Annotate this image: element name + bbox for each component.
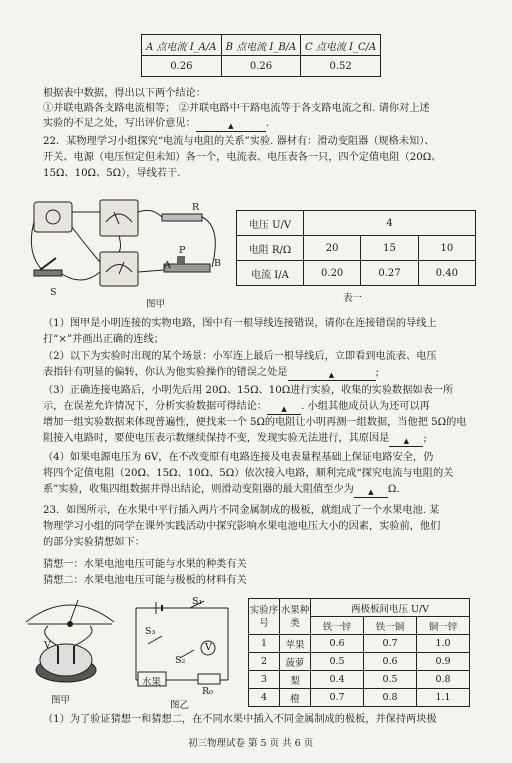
text-line: 增加一组实验数据来体现普遍性，便找来一个 5Ω的电阻让小明再测一组数据，当他把 5Ω的电 [43,417,467,428]
table-header: C 点电流 I_C/A [301,35,381,56]
table-cell: 0.7 [311,689,364,707]
text-line: 猜想二：水果电池电压可能与极板的材料有关 [43,575,247,586]
table-cell: 20 [304,236,361,261]
text-line: 根据表中数据，得出以下两个结论： [43,88,206,99]
text-line: 示，在误差允许情况下，分析实验数据可得结论： [43,401,268,412]
table-cell: 0.20 [304,261,361,286]
table-cell: 0.27 [361,261,418,286]
label-r: R [192,202,200,213]
table-cell: 0.7 [364,635,417,653]
label-r0: R₀ [202,686,213,697]
table-cell: 3 [249,671,280,689]
table-cell: 梨 [280,671,311,689]
table-cell: 0.5 [311,653,364,671]
label-s: S [50,287,57,298]
text-line: Ω. [387,484,400,495]
row-label: 电流 I/A [237,261,304,286]
table-cell: 4 [249,689,280,707]
table-cell: 苹果 [280,635,311,653]
figure-caption: 图甲 [146,299,166,310]
label-p: P [179,245,186,256]
table-header: 铁一锌 [311,617,364,635]
table-cell: 1.0 [417,635,470,653]
table-header: 铁一铜 [364,617,417,635]
table-header: B 点电流 I_B/A [221,35,301,56]
label-b: B [214,258,221,269]
table-header: 水果种类 [280,599,311,635]
data-table-1 [236,210,476,286]
table-cell: 橙 [280,689,311,707]
text-line: 物理学习小组的同学在课外实践活动中探究影响水果电池电压大小的因素，实验前，他们 [43,521,441,532]
figure-caption: 图乙 [170,700,190,711]
text-line: 实验的不足之处，写出评价意见： [43,118,196,129]
text-line: （4）如果电源电压为 6V，在不改变原有电路连接及电表量程基础上保证电路安全，仍 [43,452,434,463]
table-cell: 0.26 [221,56,301,77]
table-cell: 0.26 [142,56,222,77]
table-cell: 0.5 [364,671,417,689]
answer-blank: ▲ [288,370,376,381]
label-s3: S₃ [145,626,156,637]
text-line: 23．如图所示，在水果中平行插入两片不同金属制成的极板，就组成了一个水果电池. 某 [43,505,440,516]
text-line: . 小组其他成员认为还可以再 [301,401,430,412]
table-cell: 1 [249,635,280,653]
table-header: 铜一锌 [417,617,470,635]
table-cell: 0.4 [311,671,364,689]
text-line: 阻接入电路时，要使电压表示数继续保持不变，发现实验无法进行，其原因是 [43,433,390,444]
table-cell: 0.9 [417,653,470,671]
answer-blank: ▲ [267,404,301,415]
data-table-2 [248,598,470,707]
table-cell: 0.6 [364,653,417,671]
answer-blank: ▲ [196,121,266,132]
table-cell: 0.40 [418,261,475,286]
current-table [141,34,381,77]
row-label: 电阻 R/Ω [237,236,304,261]
text-line: 22．某物理学习小组探究“电流与电阻的关系”实验. 器材有：滑动变阻器（规格未知）、 [43,136,435,147]
label-a: A [164,260,171,271]
label-s1: S₁ [192,596,203,607]
label-fruit: 水果 [142,677,162,688]
table-header: A 点电流 I_A/A [142,35,222,56]
table-cell: 0.8 [417,671,470,689]
answer-blank: ▲ [389,436,423,447]
fruit-battery-figure [18,594,123,689]
table-cell: 2 [249,653,280,671]
text-line: （1）为了验证猜想一和猜想二，在不同水果中插入不同金属制成的极板，并保持两块极 [43,714,437,725]
table-caption: 表一 [343,293,363,304]
answer-blank: ▲ [354,487,388,498]
text-line: 表指针有明显的偏转，你认为他实验操作的错误之处是 [43,367,288,378]
text-line: 开关、电源（电压恒定但未知）各一个，电流表、电压表各一只，四个定值电阻（20Ω、 [43,152,442,163]
table-cell: 15 [361,236,418,261]
table-cell: 1.1 [417,689,470,707]
text-line: ①并联电路各支路电流相等； ②并联电路中干路电流等于各支路电流之和. 请你对上述 [43,103,430,114]
row-label: 电压 U/V [237,211,304,236]
page-footer: 初三物理试卷 第 5 页 共 6 页 [188,738,314,749]
text-line: 15Ω、10Ω、5Ω），导线若干. [43,168,181,179]
text-line: 打“×”并画出正确的连线； [43,334,164,345]
text-line: 猜想一：水果电池电压可能与水果的种类有关 [43,559,247,570]
table-header: 两极板间电压 U/V [311,599,470,617]
text-line: 系”实验，收集四组数据并得出结论，则滑动变阻器的最大阻值至少为 [43,484,354,495]
text-line: 的部分实验猜想如下： [43,537,145,548]
text-line: （2）以下为实验时出现的某个场景：小军连上最后一根导线后，立即看到电流表、电压 [43,351,437,362]
table-cell: 0.52 [301,56,381,77]
label-v: V [44,640,51,651]
table-cell: 0.6 [311,635,364,653]
label-v2: V [205,642,212,653]
table-cell: 菠萝 [280,653,311,671]
table-header: 实验序号 [249,599,280,635]
text-line: （1）图甲是小明连接的实物电路，图中有一根导线连接错误，请你在连接错误的导线上 [43,318,437,329]
figure-caption: 图甲 [51,695,71,706]
text-line: 将四个定值电阻（20Ω、15Ω、10Ω、5Ω）依次接入电路，顺利完成“探究电流与电阻的关 [43,468,454,479]
table-cell: 10 [418,236,475,261]
text-line: （3）正确连接电路后，小明先后用 20Ω、15Ω、10Ω进行实验，收集的实验数据如表一所 [43,385,454,396]
table-cell: 0.8 [364,689,417,707]
label-s2: S₂ [175,655,186,666]
table-cell: 4 [304,211,476,236]
